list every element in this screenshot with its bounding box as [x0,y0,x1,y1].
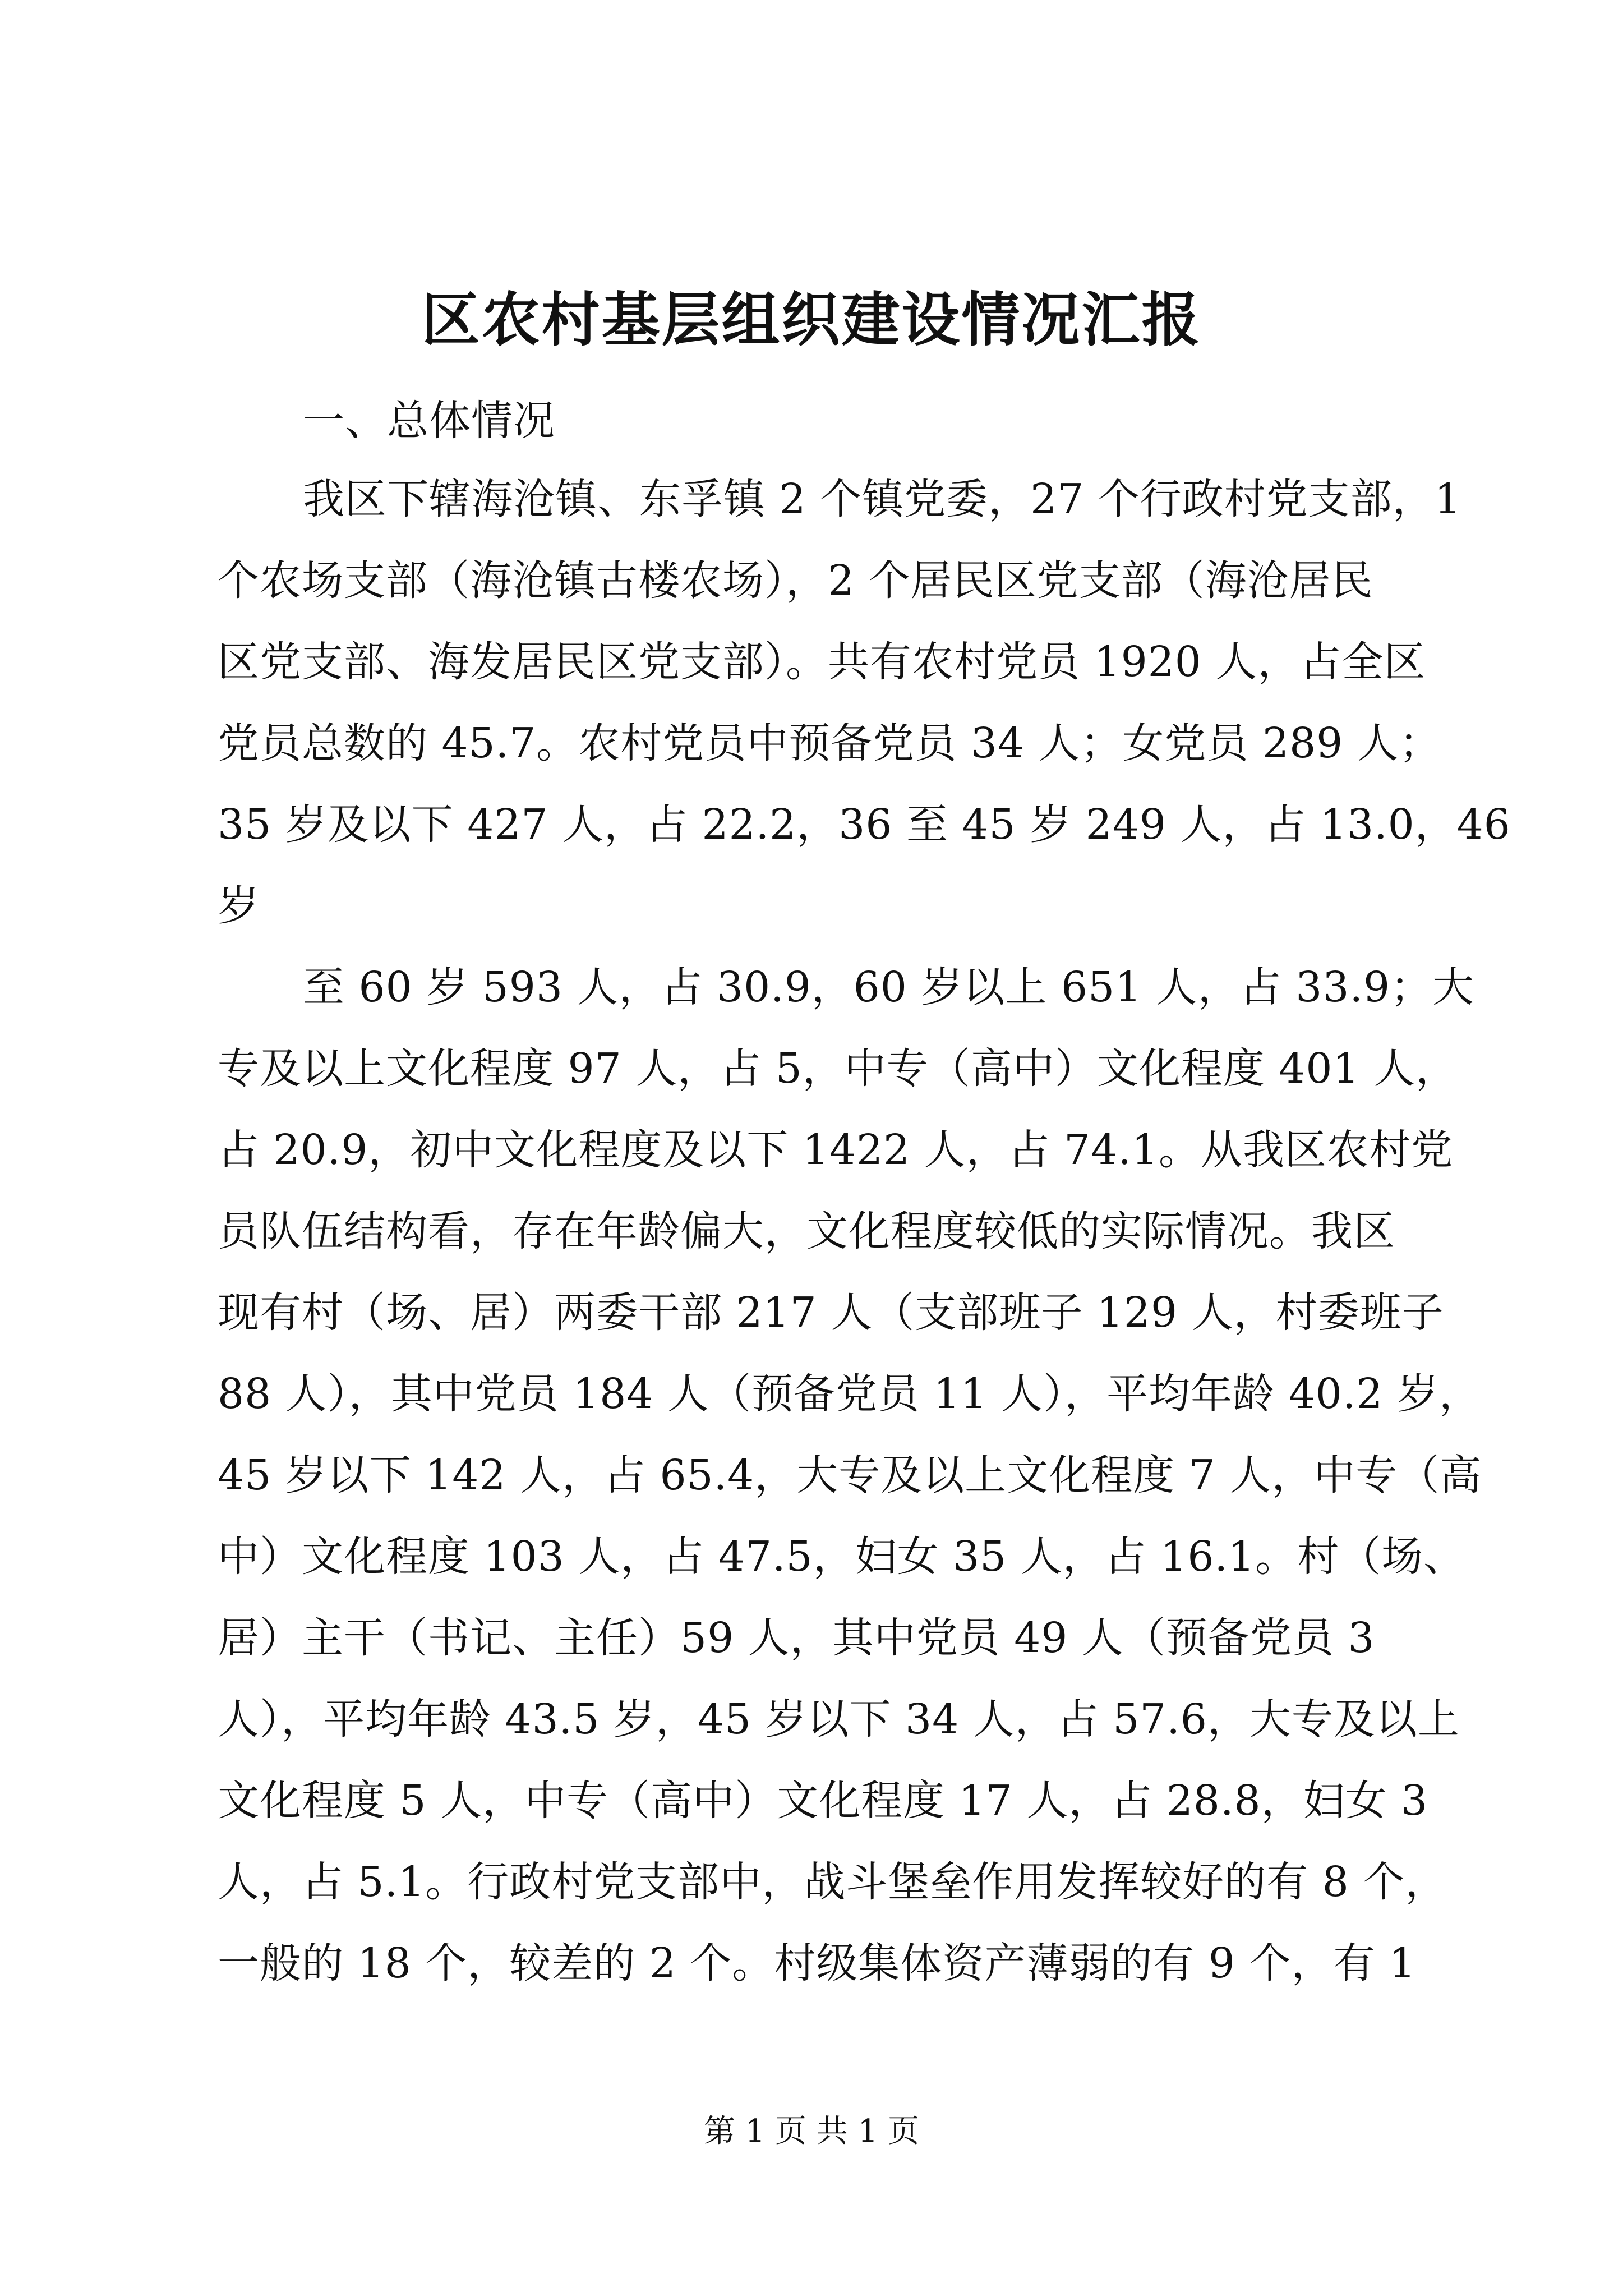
body-line: 占 20.9，初中文化程度及以下 1422 人，占 74.1。从我区农村党 [218,1126,1453,1174]
page-number-footer: 第 1 页 共 1 页 [703,2113,920,2150]
body-line: 文化程度 5 人，中专（高中）文化程度 17 人，占 28.8，妇女 3 [218,1777,1428,1825]
body-line: 45 岁以下 142 人，占 65.4，大专及以上文化程度 7 人，中专（高 [218,1451,1482,1499]
body-line: 个农场支部（海沧镇古楼农场），2 个居民区党支部（海沧居民 [218,556,1373,605]
body-line: 一般的 18 个，较差的 2 个。村级集体资产薄弱的有 9 个，有 1 [218,1939,1417,1987]
body-line: 专及以上文化程度 97 人，占 5，中专（高中）文化程度 401 人， [218,1045,1458,1093]
body-line: 88 人），其中党员 184 人（预备党员 11 人），平均年龄 40.2 岁， [218,1370,1481,1418]
body-line: 至 60 岁 593 人，占 30.9，60 岁以上 651 人，占 33.9；大 [303,963,1475,1011]
body-line: 人），平均年龄 43.5 岁，45 岁以下 34 人，占 57.6，大专及以上 [218,1695,1460,1743]
body-line: 员队伍结构看，存在年龄偏大，文化程度较低的实际情况。我区 [218,1207,1395,1255]
body-line: 35 岁及以下 427 人，占 22.2，36 至 45 岁 249 人，占 13.0，46 [218,800,1511,849]
section-heading: 一、总体情况 [303,397,555,445]
body-line: 党员总数的 45.7。农村党员中预备党员 34 人；女党员 289 人； [218,719,1441,767]
body-line: 居）主干（书记、主任）59 人，其中党员 49 人（预备党员 3 [218,1614,1375,1662]
body-line: 区党支部、海发居民区党支部）。共有农村党员 1920 人，占全区 [218,638,1426,686]
document-title: 区农村基层组织建设情况汇报 [421,285,1202,354]
body-line: 我区下辖海沧镇、东孚镇 2 个镇党委，27 个行政村党支部，1 [303,475,1461,523]
body-line: 现有村（场、居）两委干部 217 人（支部班子 129 人，村委班子 [218,1289,1444,1337]
body-line: 岁 [218,882,260,930]
body-line: 中）文化程度 103 人，占 47.5，妇女 35 人，占 16.1。村（场、 [218,1533,1466,1581]
body-line: 人，占 5.1。行政村党支部中，战斗堡垒作用发挥较好的有 8 个， [218,1858,1447,1906]
